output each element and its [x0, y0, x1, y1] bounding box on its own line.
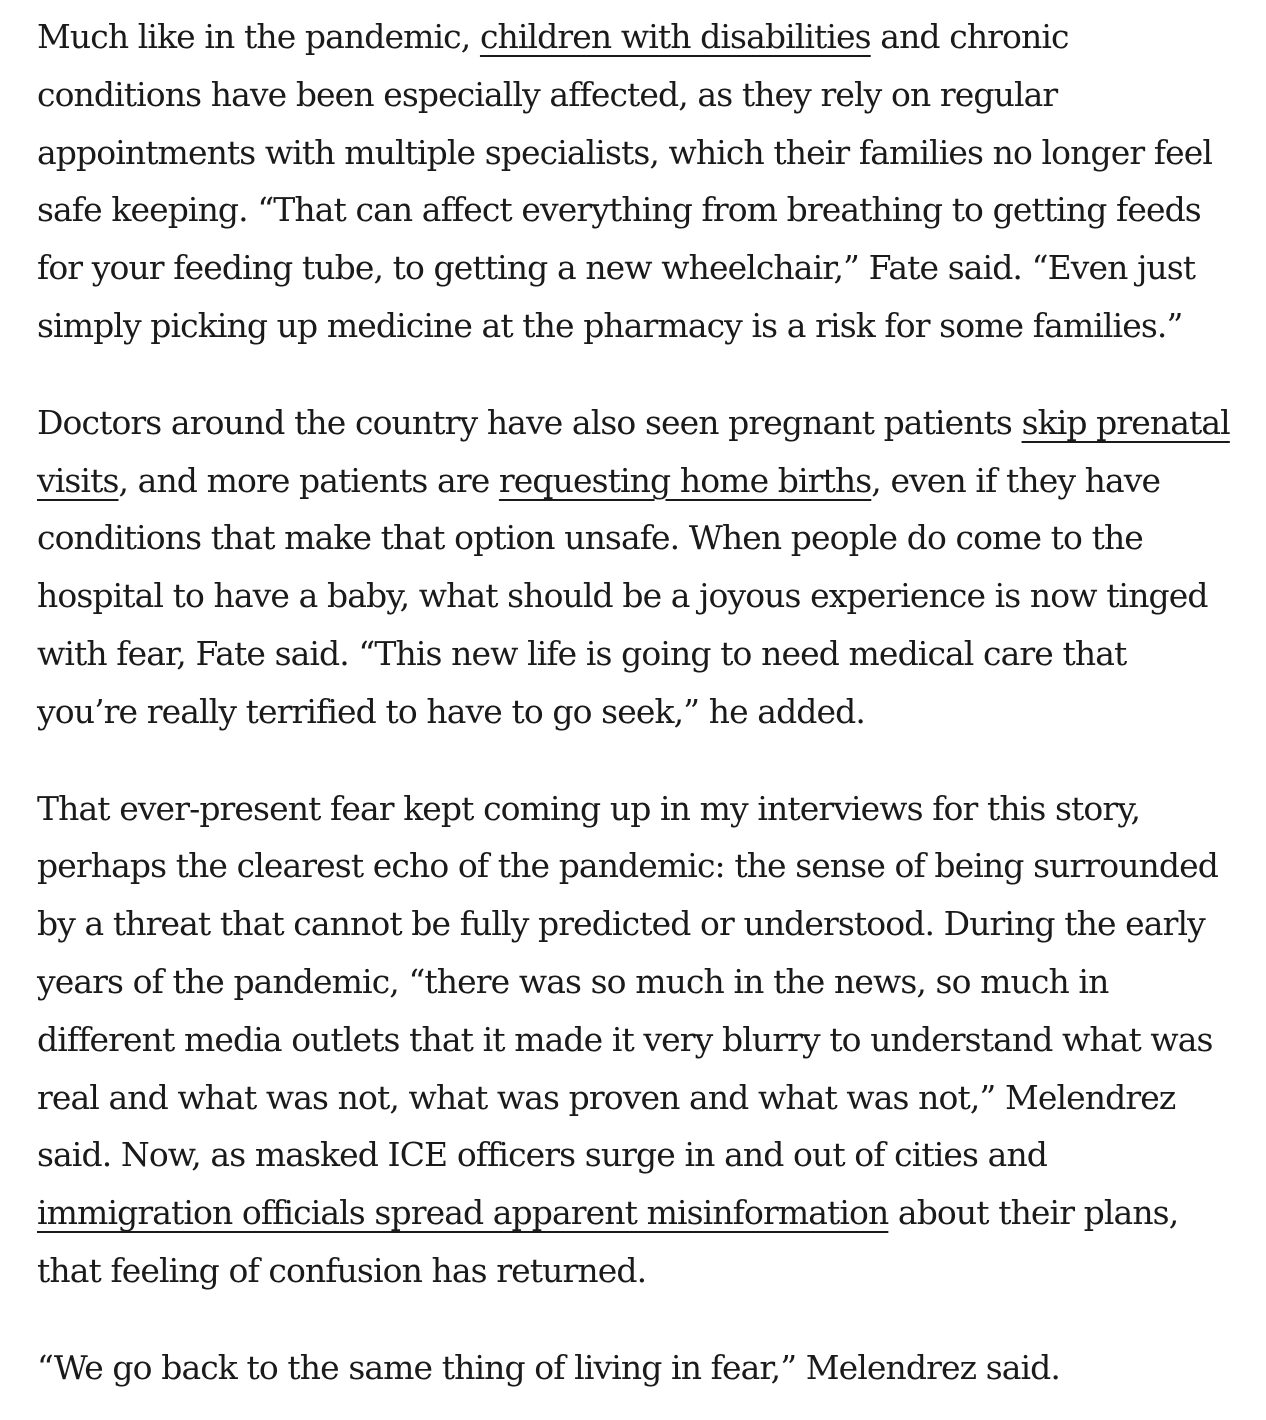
paragraph-1-text-1: Much like in the pandemic, [37, 17, 480, 56]
paragraph-2-text-2: , and more patients are [118, 460, 499, 500]
paragraph-3-text-1: That ever-present fear kept coming up in my interviews for this story, perhaps the clearest echo of the pandemic: the sense of being surrounded by a threat that cannot be fully predicted or understood. During the early years of the pandemic, “there was so much in the news, so much in different media outlets that it made it very blurry to understand what was real and what was not, what was proven and what was not,” Melendrez said. Now, as masked ICE officers surge in and out of cities and [37, 788, 1218, 1175]
paragraph-4 [37, 1339, 1236, 1397]
link-skip-prenatal-visits[interactable]: skip prenatal visits [37, 402, 1230, 500]
link-immigration-officials-misinformation[interactable]: immigration officials spread apparent misinformation [37, 1193, 889, 1233]
paragraph-2-text-3: , even if they have conditions that make that option unsafe. When people do come to the hospital to have a baby, what should be a joyous experience is now tinged with fear, Fate said. “This new life is going to need medical care that you’re really terrified to have to go seek,” he added. [37, 460, 1208, 731]
paragraph-4-text-1: “We go back to the same thing of living in fear,” Melendrez said. [37, 1347, 1060, 1387]
paragraph-3 [37, 780, 1236, 1300]
paragraph-1-text-2: and chronic conditions have been especially affected, as they rely on regular appointments with multiple specialists, which their families no longer feel safe keeping. “That can affect everything from breathing to getting feeds for your feeding tube, to getting a new wheelchair,” Fate said. “Even just simply picking up medicine at the pharmacy is a risk for some families.” [37, 17, 1213, 345]
paragraph-2 [37, 394, 1236, 741]
link-children-with-disabilities[interactable]: children with disabilities [479, 17, 871, 56]
paragraph-1 [37, 8, 1236, 355]
paragraph-2-text-1: Doctors around the country have also seen pregnant patients [37, 402, 1022, 442]
paragraph-3-text-2: about their plans, that feeling of confusion has returned. [37, 1193, 1179, 1290]
link-requesting-home-births[interactable]: requesting home births [498, 460, 872, 500]
